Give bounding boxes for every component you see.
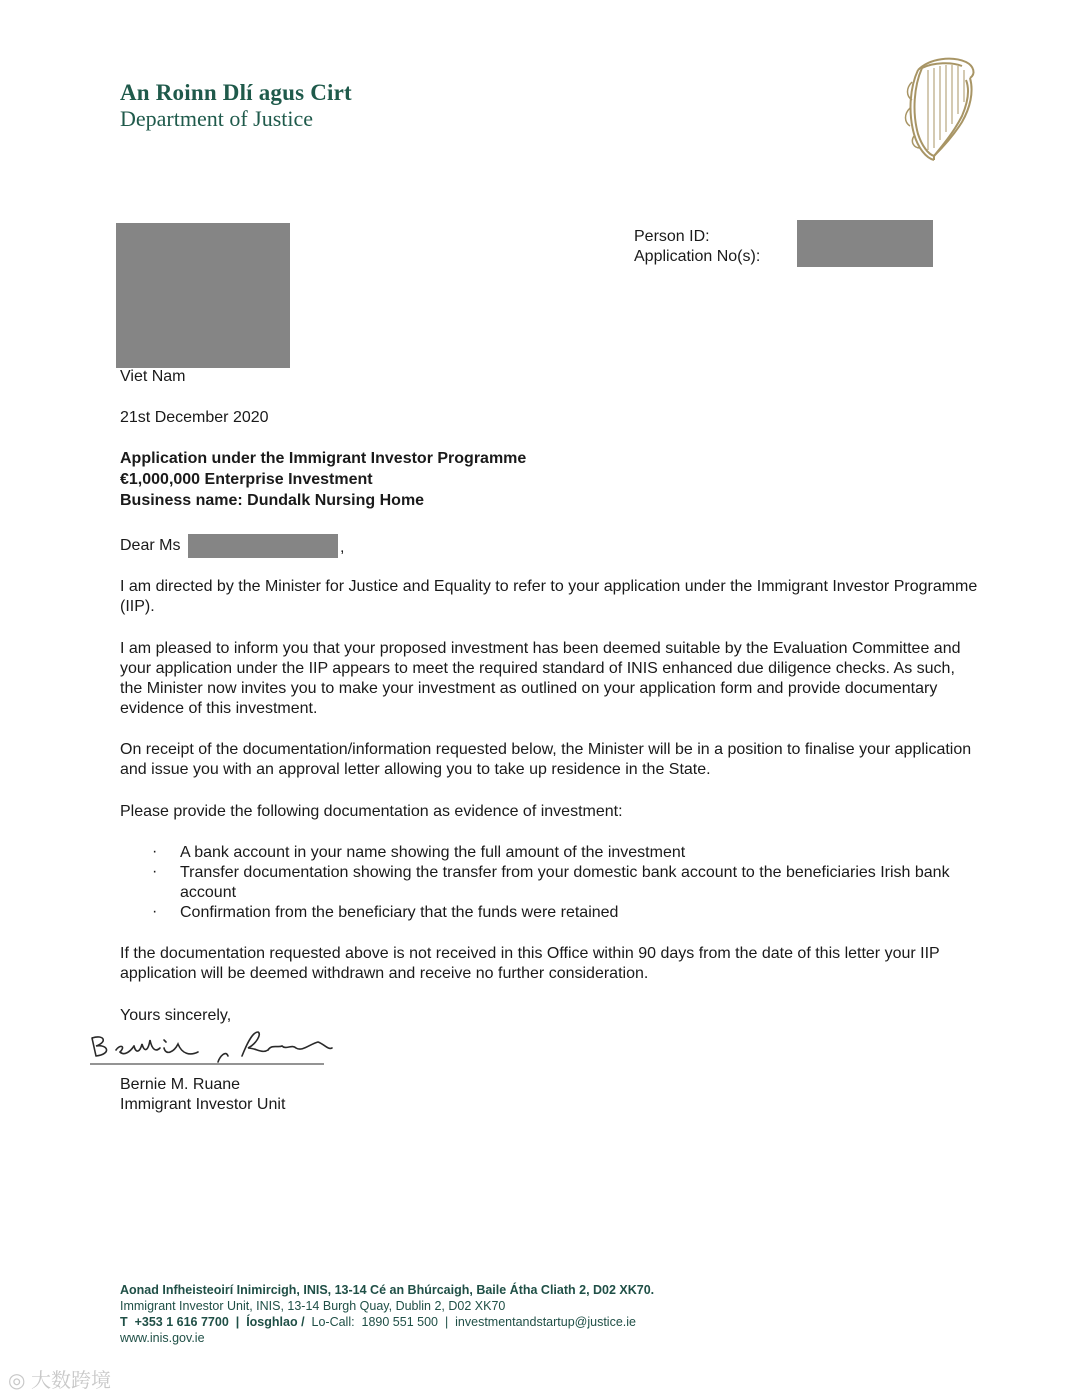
person-id-label: Person ID:	[634, 228, 710, 245]
list-item: A bank account in your name showing the full amount of the investment	[180, 844, 686, 861]
recipient-country: Viet Nam	[120, 368, 186, 385]
contact-separator: |	[235, 1315, 240, 1329]
letter-date: 21st December 2020	[120, 409, 269, 426]
body-paragraph-5: If the documentation requested above is not received in this Office within 90 days from the date of this letter your IIP application will be deemed withdrawn and receive no further consideration.	[120, 945, 940, 982]
handwritten-signature	[86, 1026, 336, 1068]
body-paragraph-4: Please provide the following documentation as evidence of investment:	[120, 803, 623, 820]
harp-emblem-icon	[900, 52, 980, 164]
list-item: Transfer documentation showing the transfer from your domestic bank account to the beneficiaries Irish bank account	[180, 864, 950, 901]
footer-address-english: Immigrant Investor Unit, INIS, 13-14 Burgh Quay, Dublin 2, D02 XK70	[120, 1299, 506, 1313]
watermark-logo-icon: ◎	[8, 1370, 26, 1392]
phone-prefix: T	[120, 1315, 128, 1329]
redacted-reference-numbers	[797, 220, 933, 267]
department-name-irish: An Roinn Dlí agus Cirt	[120, 80, 352, 105]
subject-line-1: Application under the Immigrant Investor Programme	[120, 450, 527, 467]
subject-line-2: €1,000,000 Enterprise Investment	[120, 471, 373, 488]
application-no-label: Application No(s):	[634, 248, 761, 265]
redacted-address-block	[116, 223, 290, 368]
contact-email[interactable]: investmentandstartup@justice.ie	[455, 1315, 636, 1329]
locall-label: Lo-Call:	[311, 1315, 355, 1329]
bullet-dot-icon: ·	[152, 903, 158, 920]
body-paragraph-2: I am pleased to inform you that your proposed investment has been deemed suitable by the Evaluation Committee and your application under the IIP appears to meet the required standard of INIS enhanced due diligence checks. As such, the Minister now invites you to make your investment as outlined on your application form and provide documentary evidence of this investment.	[120, 640, 961, 717]
locall-number: 1890 551 500	[361, 1315, 438, 1329]
department-name-english: Department of Justice	[120, 106, 314, 131]
contact-separator: |	[444, 1315, 449, 1329]
bullet-dot-icon: ·	[152, 843, 158, 860]
signatory-name: Bernie M. Ruane	[120, 1076, 241, 1093]
body-paragraph-3: On receipt of the documentation/information requested below, the Minister will be in a position to finalise your application and issue you with an approval letter allowing you to take up residence in the State.	[120, 741, 972, 778]
watermark	[8, 1364, 111, 1393]
footer-contact-line	[120, 1314, 636, 1330]
valediction: Yours sincerely,	[120, 1007, 232, 1024]
watermark-text: 大数跨境	[31, 1370, 112, 1392]
subject-line-3: Business name: Dundalk Nursing Home	[120, 492, 425, 509]
phone-number: +353 1 616 7700	[134, 1315, 229, 1329]
footer-address-irish: Aonad Infheisteoirí Inimircigh, INIS, 13-14 Cé an Bhúrcaigh, Baile Átha Cliath 2, D02 XK70.	[120, 1283, 655, 1297]
signatory-unit: Immigrant Investor Unit	[120, 1096, 286, 1113]
salutation-prefix: Dear Ms	[120, 537, 181, 554]
list-item: Confirmation from the beneficiary that the funds were retained	[180, 904, 619, 921]
salutation-suffix: ,	[340, 539, 345, 556]
footer-website[interactable]: www.inis.gov.ie	[120, 1331, 205, 1345]
body-paragraph-1: I am directed by the Minister for Justice and Equality to refer to your application under the Immigrant Investor Programme (IIP).	[120, 578, 978, 615]
redacted-recipient-name	[188, 534, 338, 558]
bullet-dot-icon: ·	[152, 863, 158, 880]
locall-label-irish: Íosghlao /	[246, 1315, 305, 1329]
